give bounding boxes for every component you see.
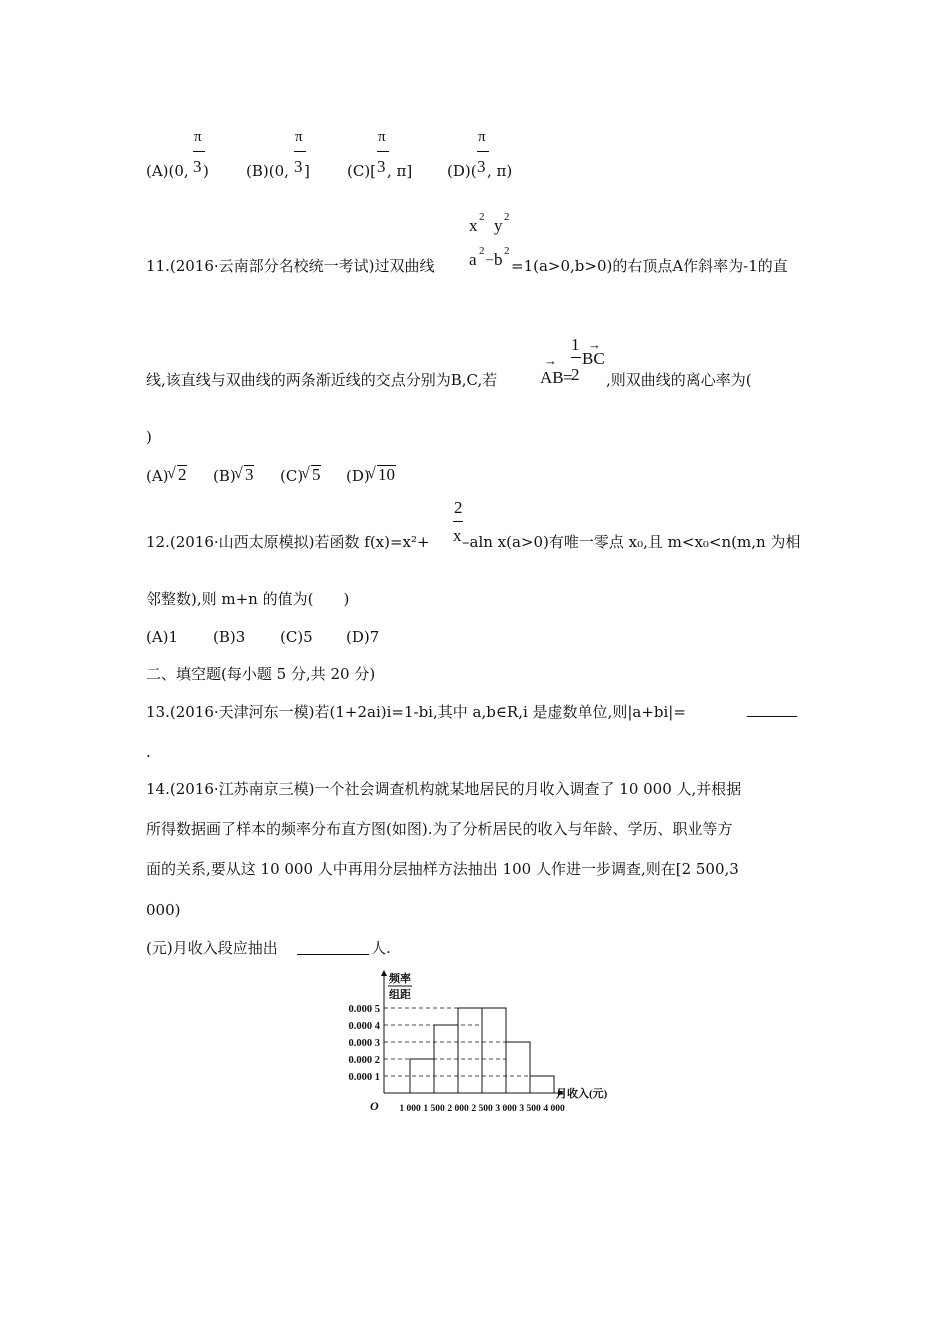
q11-option-d: (D): [346, 467, 370, 485]
q11-line1-post: =1(a>0,b>0)的右顶点A作斜率为-1的直: [511, 257, 788, 275]
q10-d-pi: π: [478, 129, 486, 145]
q11-line1-pre: 11.(2016·云南部分名校统一考试)过双曲线: [146, 257, 435, 275]
q10-b-close: ]: [304, 162, 310, 180]
x-tick-label: 3 500: [519, 1104, 541, 1114]
q11-option-c: (C): [280, 467, 304, 485]
q12-option-c: (C)5: [280, 628, 313, 646]
q14-line4: 000): [146, 901, 181, 919]
q11-radicand-d: 10: [378, 465, 395, 484]
q11-vec-ab: AB: [540, 368, 564, 387]
q11-half-num: 1: [571, 335, 580, 354]
x-tick-label: 1 000: [399, 1104, 421, 1114]
q11-minus: –: [486, 252, 493, 267]
q11-line3: ): [146, 428, 152, 446]
q11-vec-ab-arrow: →: [544, 353, 557, 368]
q11-half-den: 2: [571, 365, 580, 384]
x-tick-label: 3 000: [495, 1104, 517, 1114]
origin-label: O: [370, 1099, 379, 1113]
x-tick-label: 2 500: [471, 1104, 493, 1114]
histogram-bar: [482, 1008, 506, 1093]
q10-b-three: 3: [294, 157, 303, 176]
q12-line1-pre: 12.(2016·山西太原模拟)若函数 f(x)=x²+: [146, 533, 430, 551]
q14-line3: 面的关系,要从这 10 000 人中再用分层抽样方法抽出 100 人作进一步调查,则在[2 500,3: [146, 860, 739, 878]
q11-option-b: (B): [213, 467, 236, 485]
q10-a-close: ): [203, 162, 209, 180]
q11-radicand-c: 5: [312, 465, 321, 484]
q10-d-close: , π): [487, 162, 513, 180]
q14-line1: 14.(2016·江苏南京三模)一个社会调查机构就某地居民的月收入调查了 10 000 人,并根据: [146, 780, 742, 798]
q10-option-c: (C)[: [347, 162, 377, 180]
q10-a-three: 3: [193, 157, 202, 176]
q10-c-pi: π: [378, 129, 386, 145]
y-tick-label: 0.000 1: [348, 1072, 380, 1083]
q11-radicand-b: 3: [245, 465, 254, 484]
q14-line5-post: 人.: [371, 939, 391, 957]
q10-option-d: (D)(: [447, 162, 477, 180]
y-tick-label: 0.000 3: [348, 1038, 380, 1049]
y-axis-label-top: 频率: [389, 973, 411, 985]
q11-radicand-a: 2: [178, 465, 187, 484]
histogram-bar: [458, 1008, 482, 1093]
q10-d-three: 3: [477, 157, 486, 176]
q12-line2: 邻整数),则 m+n 的值为( ): [146, 590, 350, 608]
q11-b: b: [494, 250, 503, 269]
q11-option-a: (A): [146, 467, 169, 485]
q11-x-sup: 2: [479, 211, 485, 223]
q10-a-pi: π: [194, 129, 202, 145]
q14-line2: 所得数据画了样本的频率分布直方图(如图).为了分析居民的收入与年龄、学历、职业等方: [146, 820, 733, 838]
q11-x: x: [469, 216, 478, 235]
y-tick-label: 0.000 4: [348, 1021, 380, 1032]
q11-radical-d: √: [367, 465, 376, 482]
q13-text: 13.(2016·天津河东一模)若(1+2ai)i=1-bi,其中 a,b∈R,i 是虚数单位,则|a+bi|=: [146, 703, 686, 721]
q10-option-b: (B)(0,: [246, 162, 289, 180]
x-tick-label: 1 500: [423, 1104, 445, 1114]
x-axis-label: 月收入(元): [556, 1088, 608, 1100]
q12-line1-mid: –aln x(a>0)有唯一零点 x₀,且 m<x₀<n(m,n 为相: [462, 533, 801, 551]
q11-radical-c: √: [301, 465, 310, 482]
q12-frac-den: x: [453, 526, 462, 545]
y-tick-label: 0.000 5: [348, 1004, 380, 1015]
q12-option-b: (B)3: [213, 628, 246, 646]
x-tick-label: 4 000: [543, 1104, 565, 1114]
q10-c-close: , π]: [387, 162, 413, 180]
q11-radical-a: √: [167, 465, 176, 482]
x-tick-label: 2 000: [447, 1104, 469, 1114]
q12-frac-num: 2: [454, 498, 463, 517]
q11-radical-b: √: [234, 465, 243, 482]
q11-vec-bc-arrow: →: [588, 337, 601, 352]
q10-c-three: 3: [377, 157, 386, 176]
q12-option-d: (D)7: [346, 628, 380, 646]
q12-option-a: (A)1: [146, 628, 179, 646]
q11-y-sup: 2: [504, 211, 510, 223]
q14-line5-pre: (元)月收入段应抽出: [146, 939, 278, 957]
q11-vec-bc: BC: [582, 349, 605, 368]
q11-a: a: [469, 250, 477, 269]
q11-a-sup: 2: [479, 245, 485, 257]
y-tick-label: 0.000 2: [348, 1055, 380, 1066]
q11-line2-pre: 线,该直线与双曲线的两条渐近线的交点分别为B,C,若: [146, 371, 498, 389]
q13-tail: .: [146, 743, 151, 761]
q11-line2-post: ,则双曲线的离心率为(: [606, 371, 752, 389]
q11-y: y: [494, 216, 503, 235]
q11-b-sup: 2: [504, 245, 510, 257]
q11-eq: =: [563, 368, 573, 387]
y-axis-label-bottom: 组距: [389, 989, 411, 1001]
q10-b-pi: π: [295, 129, 303, 145]
histogram-bar: [506, 1042, 530, 1093]
histogram-bar: [530, 1076, 554, 1093]
section-heading: 二、填空题(每小题 5 分,共 20 分): [146, 665, 376, 683]
q10-option-a: (A)(0,: [146, 162, 189, 180]
